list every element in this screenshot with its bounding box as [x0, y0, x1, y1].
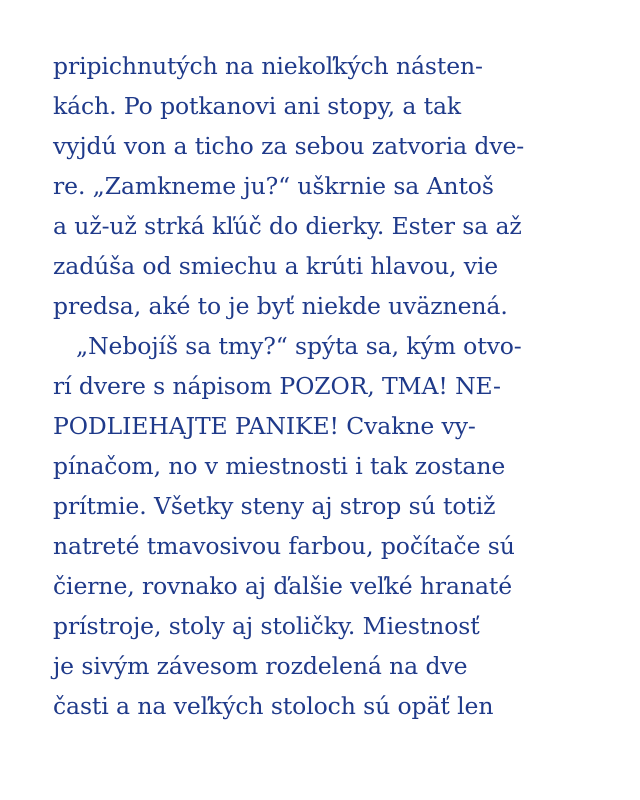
text-line-16: je sivým závesom rozdelená na dve	[53, 652, 468, 680]
text-line-11: pínačom, no v miestnosti i tak zostane	[53, 452, 506, 480]
text-line-17: časti a na veľkých stoloch sú opäť len	[53, 692, 494, 720]
text-line-1: pripichnutých na niekoľkých násten-	[53, 52, 483, 80]
text-line-5: a už-už strká kľúč do dierky. Ester sa až	[53, 212, 522, 240]
text-line-6: zadúša od smiechu a krúti hlavou, vie	[53, 252, 499, 280]
text-line-2: kách. Po potkanovi ani stopy, a tak	[53, 92, 461, 120]
text-line-13: natreté tmavosivou farbou, počítače sú	[53, 532, 515, 560]
text-line-12: prítmie. Všetky steny aj strop sú totiž	[53, 492, 496, 520]
text-line-3: vyjdú von a ticho za sebou zatvoria dve-	[53, 132, 525, 160]
text-line-7: predsa, aké to je byť niekde uväznená.	[53, 292, 508, 320]
text-line-8: „Nebojíš sa tmy?“ spýta sa, kým otvo-	[76, 332, 522, 360]
text-line-10: PODLIEHAJTE PANIKE! Cvakne vy-	[53, 412, 476, 440]
text-line-14: čierne, rovnako aj ďalšie veľké hranaté	[53, 572, 513, 600]
text-line-15: prístroje, stoly aj stoličky. Miestnosť	[53, 612, 480, 640]
text-line-4: re. „Zamkneme ju?“ uškrnie sa Antoš	[53, 172, 494, 200]
text-line-9: rí dvere s nápisom POZOR, TMA! NE-	[53, 372, 501, 400]
